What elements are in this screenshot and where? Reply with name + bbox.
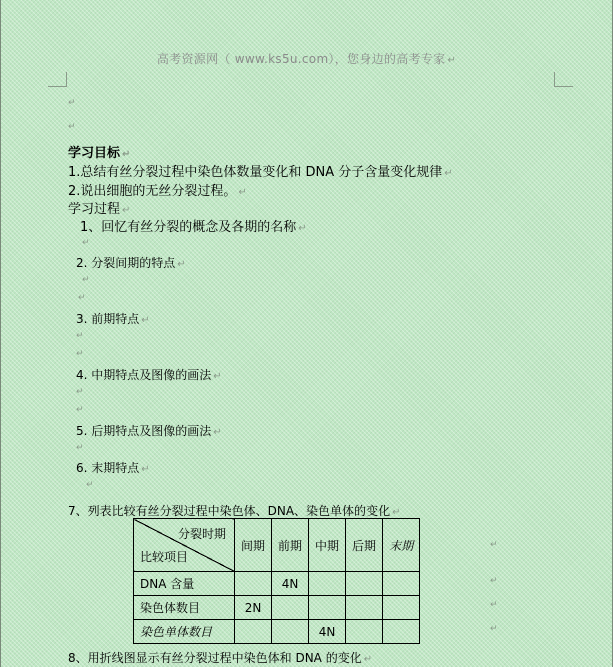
crop-mark-top-left (48, 72, 67, 87)
process-heading: 学习过程 ↵ (68, 202, 131, 217)
table-cell: 2N (235, 596, 272, 620)
paragraph-mark: ↵ (447, 55, 457, 66)
table-cell: 4N (272, 572, 309, 596)
objective-item-2: 2.说出细胞的无丝分裂过程。 ↵ (68, 184, 247, 199)
table-cell (383, 596, 420, 620)
paragraph-mark: ↵ (490, 600, 498, 610)
row-label: DNA 含量 (134, 572, 235, 596)
table-header-row (134, 519, 420, 572)
paragraph-mark: ↵ (68, 98, 76, 108)
process-step-5: 5. 后期特点及图像的画法 ↵ (76, 424, 222, 438)
table-row (134, 620, 420, 644)
process-step-3: 3. 前期特点 ↵ (76, 312, 150, 326)
page-header (0, 50, 613, 67)
objectives-heading: 学习目标 ↵ (68, 146, 131, 161)
table-cell (346, 572, 383, 596)
paragraph-mark: ↵ (122, 205, 131, 216)
paragraph-mark: ↵ (76, 387, 84, 397)
process-step-6: 6. 末期特点 ↵ (76, 461, 150, 475)
header-text: 高考资源网（ www.ks5u.com），您身边的高考专家 (156, 52, 446, 66)
paragraph-mark: ↵ (82, 275, 90, 285)
column-header: 前期 (272, 519, 309, 572)
table-cell (383, 572, 420, 596)
paragraph-mark: ↵ (490, 576, 498, 586)
paragraph-mark: ↵ (238, 187, 247, 198)
paragraph-mark: ↵ (141, 464, 150, 475)
objective-item-1: 1.总结有丝分裂过程中染色体数量变化和 DNA 分子含量变化规律 ↵ (68, 165, 453, 180)
process-step-2: 2. 分裂间期的特点 ↵ (76, 256, 186, 270)
paragraph-mark: ↵ (213, 371, 222, 382)
corner-bottom-label: 比较项目 (140, 550, 189, 564)
paragraph-mark: ↵ (86, 480, 94, 490)
paragraph-mark: ↵ (444, 168, 453, 179)
column-header: 间期 (235, 519, 272, 572)
process-step-1: 1、回忆有丝分裂的概念及各期的名称 ↵ (80, 220, 307, 235)
paragraph-mark: ↵ (298, 223, 307, 234)
table-cell (235, 572, 272, 596)
paragraph-mark: ↵ (213, 427, 222, 438)
paragraph-mark: ↵ (78, 293, 86, 303)
paragraph-mark: ↵ (490, 624, 498, 634)
paragraph-mark: ↵ (363, 654, 373, 665)
paragraph-mark: ↵ (76, 331, 84, 341)
table-cell (272, 620, 309, 644)
process-step-7: 7、列表比较有丝分裂过程中染色体、DNA、染色单体的变化 ↵ (68, 504, 401, 518)
paragraph-mark: ↵ (82, 238, 90, 248)
paragraph-mark: ↵ (122, 149, 131, 160)
paragraph-mark: ↵ (490, 540, 498, 550)
table-cell (309, 572, 346, 596)
column-header: 后期 (346, 519, 383, 572)
paragraph-mark: ↵ (76, 443, 84, 453)
paragraph-mark: ↵ (141, 315, 150, 326)
paragraph-mark: ↵ (68, 122, 76, 132)
process-step-4: 4. 中期特点及图像的画法 ↵ (76, 368, 222, 382)
table-row (134, 572, 420, 596)
table-cell (235, 620, 272, 644)
paragraph-mark: ↵ (392, 507, 401, 518)
table-cell (309, 596, 346, 620)
process-step-8: 8、用折线图显示有丝分裂过程中染色体和 DNA 的变化 ↵ (68, 651, 373, 665)
table-cell (272, 596, 309, 620)
table-cell (346, 620, 383, 644)
comparison-table (133, 518, 420, 644)
row-label: 染色体数目 (134, 596, 235, 620)
table-cell: 4N (309, 620, 346, 644)
table-corner-cell (134, 519, 235, 572)
table-cell (346, 596, 383, 620)
crop-mark-top-right (554, 72, 573, 87)
row-label: 染色单体数目 (134, 620, 235, 644)
table-row (134, 596, 420, 620)
corner-top-label: 分裂时期 (177, 527, 226, 541)
paragraph-mark: ↵ (177, 259, 186, 270)
table-cell (383, 620, 420, 644)
paragraph-mark: ↵ (76, 349, 84, 359)
column-header: 中期 (309, 519, 346, 572)
column-header: 末期 (383, 519, 420, 572)
paragraph-mark: ↵ (76, 405, 84, 415)
